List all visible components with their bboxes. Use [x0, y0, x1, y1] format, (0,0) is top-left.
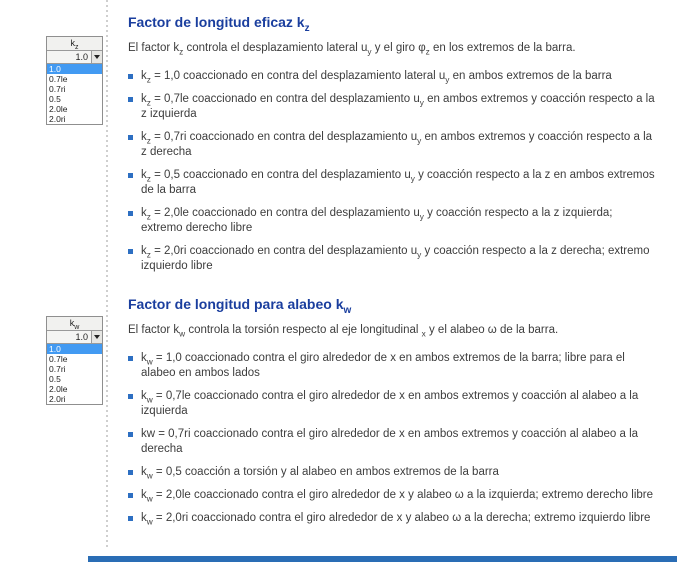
bullet-item: $k_w = 2,0le$ coaccionado contra el giro alrededor de x y alabeo ω a la izquierda; extremo derecho libre [128, 488, 656, 503]
bullet-item: $k_z = 2,0ri$ coaccionado en contra del desplazamiento $u_y$ y coacción respecto a la z derecha; extremo izquierdo libre [128, 244, 656, 274]
kz-option-2.0le[interactable]: 2.0le [49, 104, 68, 114]
bullet-item: $k_z = 2,0le$ coaccionado en contra del desplazamiento $u_y$ y coacción respecto a la z izquierda; extremo derecho libre [128, 206, 656, 236]
bullet-item: $k_z = 0,5$ coaccionado en contra del desplazamiento $u_y$ y coacción respecto a la z en ambos extremos de la barra [128, 168, 656, 198]
kw-dropdown-widget [46, 316, 103, 405]
kw-option-2.0ri[interactable]: 2.0ri [49, 394, 66, 404]
combobox-selected-value: 1.0 [75, 52, 88, 62]
bullet-item: $k_z = 1,0$ coaccionado en contra del desplazamiento lateral $u_y$ en ambos extremos de la barra [128, 69, 656, 84]
dropdown-arrow-icon[interactable] [91, 331, 102, 343]
kw-section [128, 296, 656, 526]
bullet-item: $k_w = 0,5$ coacción a torsión y al alabeo en ambos extremos de la barra [128, 465, 656, 480]
kw-option-0.7le[interactable]: 0.7le [49, 354, 68, 364]
bullet-list [128, 69, 656, 274]
kw-option-0.5[interactable]: 0.5 [49, 374, 61, 384]
combobox-selected-value: 1.0 [75, 332, 88, 342]
section-title: Factor de longitud para alabeo $k_w$ [128, 296, 352, 316]
dropdown-option-list [47, 64, 102, 124]
combobox[interactable] [47, 51, 102, 64]
dropdown-header-label: $k_w$ [47, 317, 102, 331]
kz-option-1.0[interactable]: 1.0 [47, 64, 102, 74]
kw-option-2.0le[interactable]: 2.0le [49, 384, 68, 394]
combobox[interactable] [47, 331, 102, 344]
main-text-column [128, 8, 656, 534]
bullet-item: $k_w = 2,0ri$ coaccionado contra el giro alrededor de x y alabeo ω a la derecha; extremo izquierdo libre [128, 511, 656, 526]
bullet-item: $k_w = 1,0$ coaccionado contra el giro alrededor de x en ambos extremos de la barra; libre para el alabeo en ambos lados [128, 351, 656, 381]
section-title: Factor de longitud eficaz $k_z$ [128, 14, 310, 34]
section-intro: El factor $k_z$ controla el desplazamiento lateral $u_y$ y el giro $\varphi_z$ en los extremos de la barra. [128, 42, 576, 57]
bullet-item: $k_z = 0,7ri$ coaccionado en contra del desplazamiento $u_y$ en ambos extremos y coacción respecto a la z derecha [128, 130, 656, 160]
kz-option-2.0ri[interactable]: 2.0ri [49, 114, 66, 124]
kz-option-0.7ri[interactable]: 0.7ri [49, 84, 66, 94]
bullet-list [128, 351, 656, 526]
kw-option-0.7ri[interactable]: 0.7ri [49, 364, 66, 374]
kz-option-0.5[interactable]: 0.5 [49, 94, 61, 104]
section-intro: El factor $k_w$ controla la torsión respecto al eje longitudinal $_x$ y el alabeo ω de la barra. [128, 324, 559, 339]
dropdown-option-list [47, 344, 102, 404]
kz-dropdown-widget [46, 36, 103, 125]
kw-option-1.0[interactable]: 1.0 [47, 344, 102, 354]
bullet-item: $k_z = 0,7le$ coaccionado en contra del desplazamiento $u_y$ en ambos extremos y coacción respecto a la z izquierda [128, 92, 656, 122]
dropdown-arrow-icon[interactable] [91, 51, 102, 63]
dropdown-header-label: $k_z$ [47, 37, 102, 51]
kz-section [128, 14, 656, 274]
dotted-separator-line [106, 0, 108, 547]
kz-option-0.7le[interactable]: 0.7le [49, 74, 68, 84]
bullet-item: $k_w = 0,7le$ coaccionado contra el giro alrededor de x en ambos extremos y coacción al alabeo a la izquierda [128, 389, 656, 419]
footer-accent-bar [88, 556, 677, 562]
bullet-item: kw = 0,7ri coaccionado contra el giro alrededor de x en ambos extremos y coacción al alabeo a la derecha [128, 427, 656, 457]
